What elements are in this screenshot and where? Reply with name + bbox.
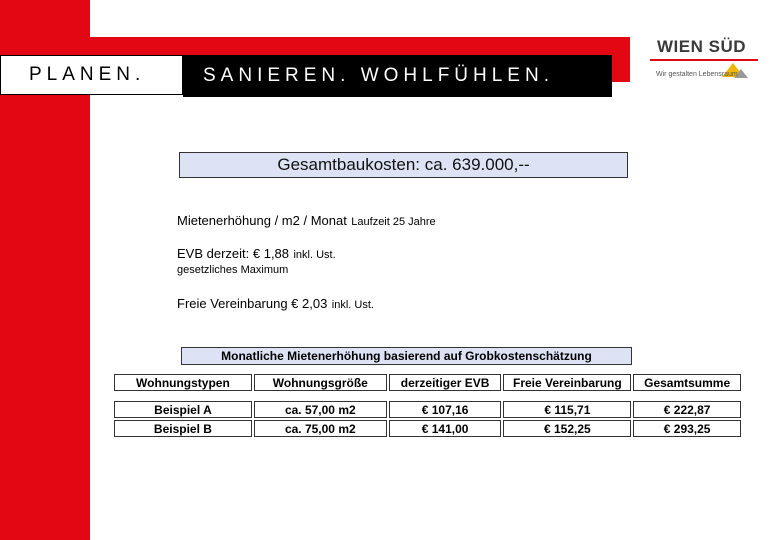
table-cell: Beispiel B	[114, 420, 252, 437]
rent-table	[112, 372, 743, 439]
table-title: Monatliche Mietenerhöhung basierend auf Grobkostenschätzung	[181, 347, 632, 365]
table-spacer	[114, 393, 741, 399]
column-header: derzeitiger EVB	[389, 374, 502, 391]
logo-tagline: Wir gestalten Lebensraum	[656, 71, 738, 78]
logo-name: WIEN SÜD	[657, 37, 746, 56]
table-cell: Beispiel A	[114, 401, 252, 418]
column-header: Gesamtsumme	[633, 374, 741, 391]
table-cell: ca. 57,00 m2	[254, 401, 387, 418]
total-cost-title: Gesamtbaukosten: ca. 639.000,--	[179, 152, 628, 178]
table-row	[114, 420, 741, 437]
table-cell: € 152,25	[503, 420, 631, 437]
logo-underline	[650, 59, 758, 61]
slogan-sanieren: SANIEREN. WOHLFÜHLEN.	[183, 55, 612, 97]
rent-increase-label: Mietenerhöhung / m2 / Monat	[177, 213, 347, 228]
table-header-row	[114, 374, 741, 391]
evb-line	[177, 245, 336, 263]
rent-increase-line	[177, 212, 436, 230]
table-cell: € 141,00	[389, 420, 502, 437]
free-agreement-line	[177, 295, 374, 313]
table-cell: ca. 75,00 m2	[254, 420, 387, 437]
table-cell: € 222,87	[633, 401, 741, 418]
evb-sub-label: gesetzliches Maximum	[177, 264, 289, 276]
column-header: Wohnungstypen	[114, 374, 252, 391]
free-agreement-label: Freie Vereinbarung € 2,03	[177, 296, 328, 311]
table-cell: € 115,71	[503, 401, 631, 418]
table-cell: € 293,25	[633, 420, 741, 437]
column-header: Wohnungsgröße	[254, 374, 387, 391]
slogan-planen: PLANEN.	[0, 55, 183, 95]
column-header: Freie Vereinbarung	[503, 374, 631, 391]
evb-label: EVB derzeit: € 1,88	[177, 246, 290, 261]
rent-increase-note: Laufzeit 25 Jahre	[351, 216, 436, 228]
table-cell: € 107,16	[389, 401, 502, 418]
table-row	[114, 401, 741, 418]
free-agreement-note: inkl. Ust.	[331, 299, 374, 311]
evb-note: inkl. Ust.	[293, 249, 336, 261]
wien-sued-logo	[650, 35, 760, 90]
